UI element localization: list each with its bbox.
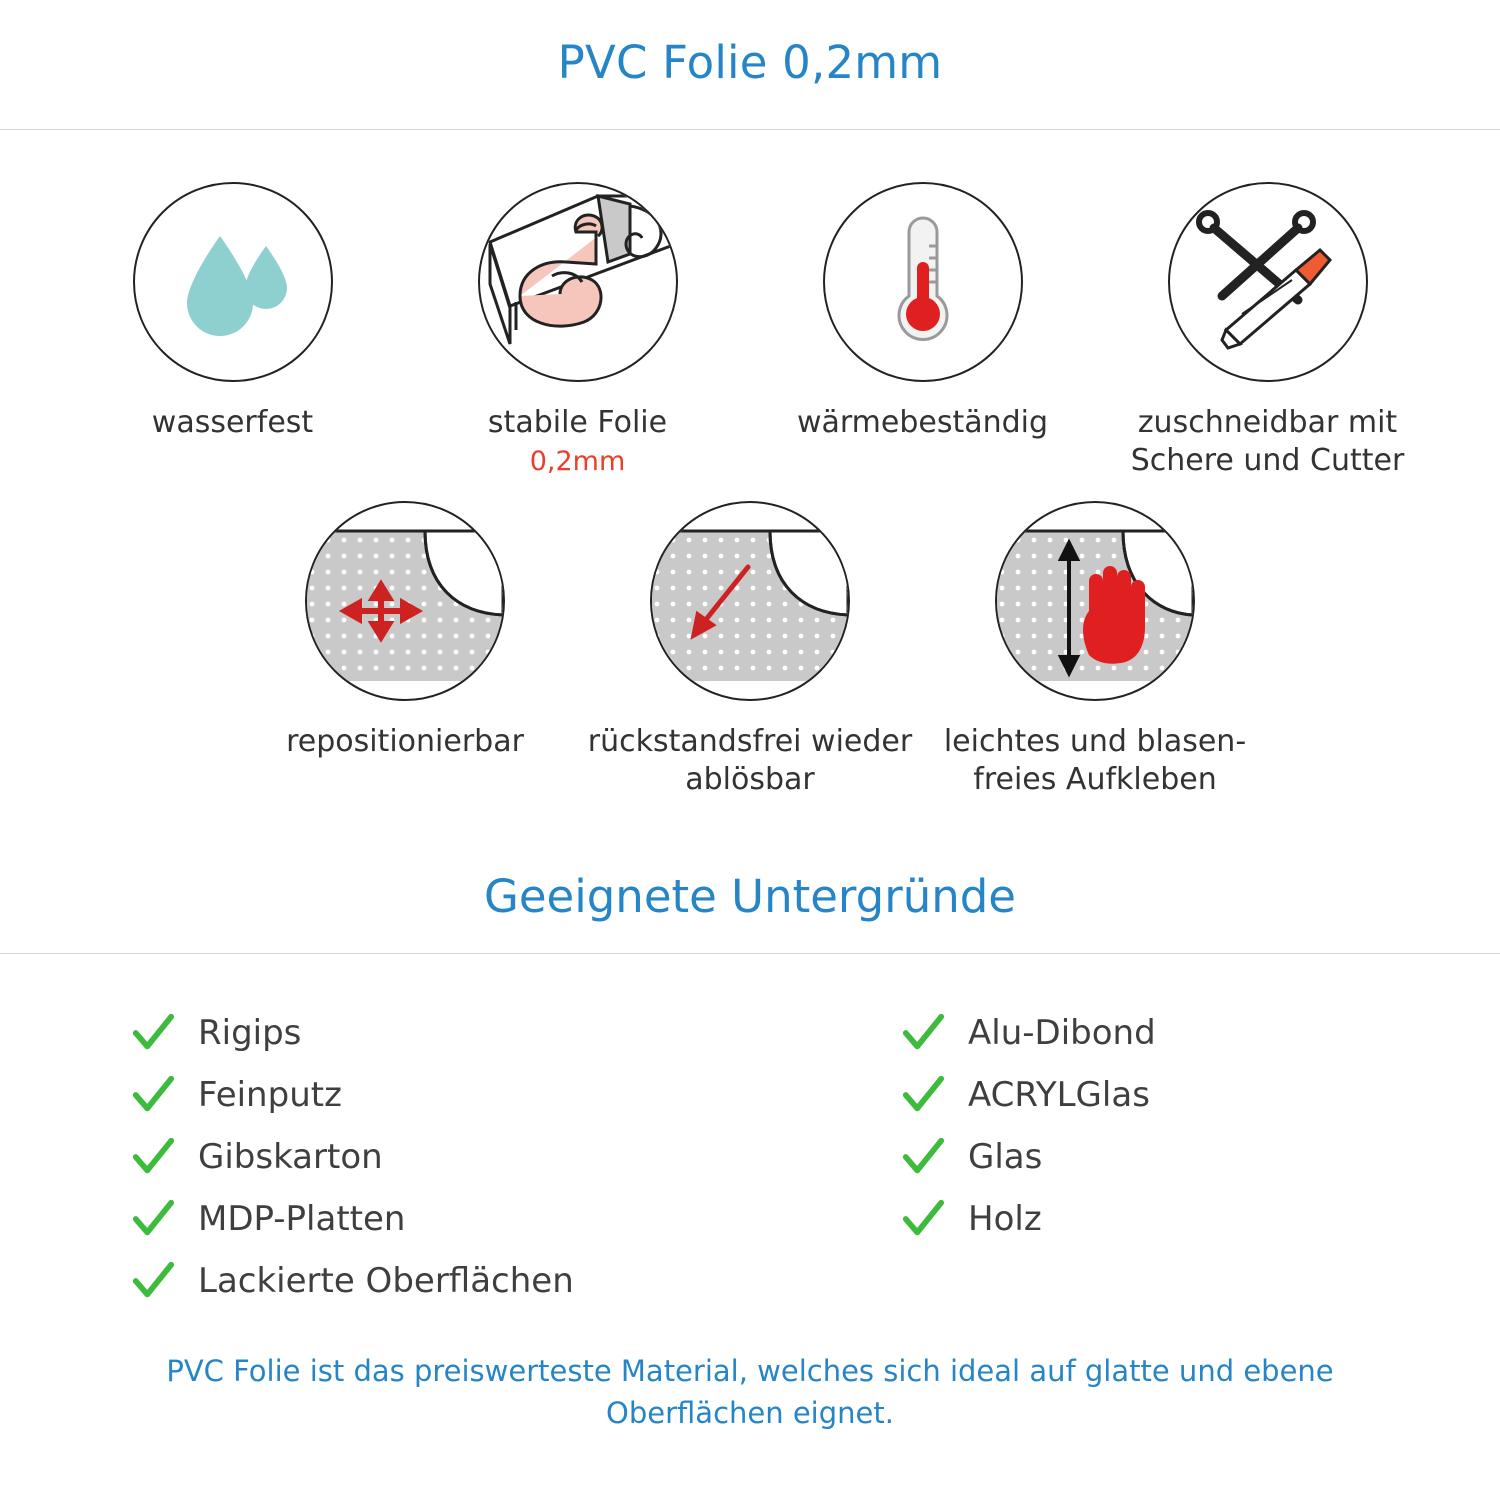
reposition-arrows-icon bbox=[307, 503, 503, 699]
feature-label: stabile Folie bbox=[487, 405, 668, 440]
strong-arm-film-icon bbox=[480, 184, 676, 380]
feature-label: repositionierbar bbox=[286, 724, 524, 759]
water-drops-icon bbox=[135, 184, 331, 380]
feature-label: wärmebeständig bbox=[796, 405, 1049, 440]
hand-smoothing-icon bbox=[997, 503, 1193, 699]
substrate-label: Holz bbox=[968, 1199, 1042, 1239]
check-icon bbox=[130, 1134, 176, 1180]
substrates-title: Geeignete Untergründe bbox=[483, 870, 1016, 923]
feature-label: zuschneidbar mit Schere und Cutter bbox=[1130, 405, 1405, 478]
substrate-label: Rigips bbox=[198, 1013, 302, 1053]
page-title: PVC Folie 0,2mm bbox=[557, 36, 943, 89]
feature-stabile-folie bbox=[405, 182, 750, 479]
feature-label: leichtes und blasen-freies Aufkleben bbox=[943, 724, 1247, 797]
feature-label: wasserfest bbox=[151, 405, 314, 440]
feature-icon-circle bbox=[133, 182, 333, 382]
substrate-label: ACRYLGlas bbox=[968, 1075, 1150, 1115]
peel-off-icon bbox=[652, 503, 848, 699]
list-item bbox=[130, 1064, 760, 1126]
list-item bbox=[130, 1002, 760, 1064]
feature-icon-circle bbox=[305, 501, 505, 701]
feature-row-2 bbox=[0, 501, 1500, 798]
check-icon bbox=[900, 1134, 946, 1180]
feature-sublabel: 0,2mm bbox=[529, 445, 626, 477]
list-item bbox=[130, 1126, 760, 1188]
list-item bbox=[900, 1064, 1500, 1126]
substrate-label: MDP-Platten bbox=[198, 1199, 406, 1239]
features-section bbox=[0, 130, 1500, 798]
check-icon bbox=[900, 1196, 946, 1242]
thermometer-icon bbox=[825, 184, 1021, 380]
footnote-text: PVC Folie ist das preiswerteste Material, welches sich ideal auf glatte und ebene Oberflächen eignet. bbox=[166, 1354, 1334, 1431]
check-icon bbox=[130, 1258, 176, 1304]
substrate-label: Alu-Dibond bbox=[968, 1013, 1156, 1053]
substrate-label: Gibskarton bbox=[198, 1137, 383, 1177]
substrates-column-right bbox=[760, 1002, 1500, 1312]
feature-label: rückstandsfrei wieder ablösbar bbox=[587, 724, 913, 797]
feature-aufkleben bbox=[923, 501, 1268, 798]
list-item bbox=[900, 1126, 1500, 1188]
feature-icon-circle bbox=[823, 182, 1023, 382]
check-icon bbox=[130, 1196, 176, 1242]
substrates-column-left bbox=[0, 1002, 760, 1312]
list-item bbox=[900, 1002, 1500, 1064]
list-item bbox=[130, 1188, 760, 1250]
list-item bbox=[130, 1250, 760, 1312]
feature-zuschneidbar bbox=[1095, 182, 1440, 479]
feature-repositionierbar bbox=[233, 501, 578, 798]
feature-icon-circle bbox=[1168, 182, 1368, 382]
feature-wasserfest bbox=[60, 182, 405, 479]
feature-row-1 bbox=[0, 182, 1500, 479]
check-icon bbox=[130, 1010, 176, 1056]
substrates-section bbox=[0, 954, 1500, 1312]
feature-icon-circle bbox=[995, 501, 1195, 701]
feature-icon-circle bbox=[478, 182, 678, 382]
feature-icon-circle bbox=[650, 501, 850, 701]
check-icon bbox=[130, 1072, 176, 1118]
check-icon bbox=[900, 1072, 946, 1118]
feature-rueckstandsfrei bbox=[578, 501, 923, 798]
check-icon bbox=[900, 1010, 946, 1056]
list-item bbox=[900, 1188, 1500, 1250]
scissors-cutter-icon bbox=[1170, 184, 1366, 380]
substrate-label: Feinputz bbox=[198, 1075, 342, 1115]
feature-waermebestaendig bbox=[750, 182, 1095, 479]
substrate-label: Glas bbox=[968, 1137, 1043, 1177]
substrate-label: Lackierte Oberflächen bbox=[198, 1261, 574, 1301]
